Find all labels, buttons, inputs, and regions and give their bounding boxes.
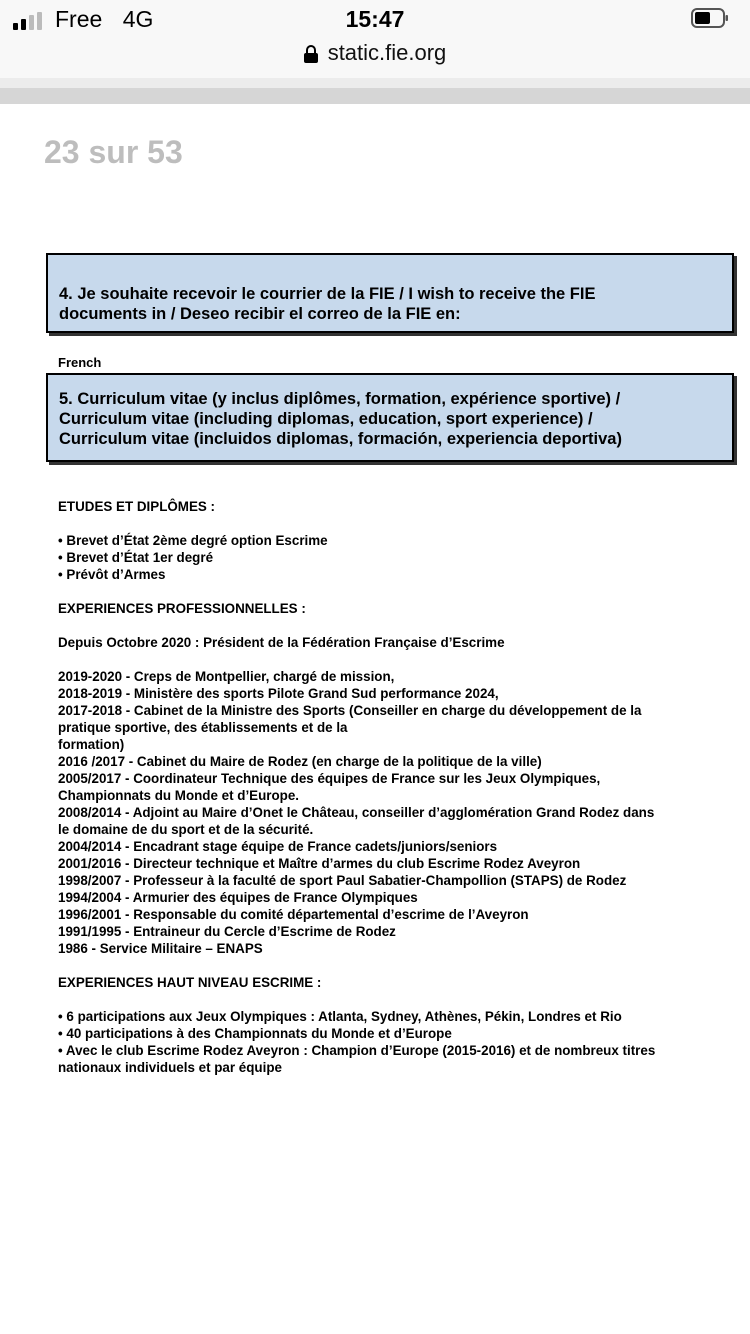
studies-heading: ETUDES ET DIPLÔMES : xyxy=(58,499,215,514)
pro-item: 2001/2016 - Directeur technique et Maître d’armes du club Escrime Rodez Aveyron xyxy=(58,856,581,871)
pro-item: 2008/2014 - Adjoint au Maire d’Onet le Château, conseiller d’agglomération Grand Rodez dans xyxy=(58,805,655,820)
toolbar-strip xyxy=(0,88,750,104)
lock-icon xyxy=(304,45,318,63)
battery-icon xyxy=(691,8,729,28)
section-5-line: 5. Curriculum vitae (y inclus diplômes, formation, expérience sportive) / xyxy=(59,390,621,408)
high-level-item: nationaux individuels et par équipe xyxy=(58,1060,282,1075)
language-value: French xyxy=(58,355,102,370)
section-4-line: 4. Je souhaite recevoir le courrier de la FIE / I wish to receive the FIE xyxy=(59,285,596,303)
pro-item: 1998/2007 - Professeur à la faculté de sport Paul Sabatier-Champollion (STAPS) de Rodez xyxy=(58,873,627,888)
pro-item: formation) xyxy=(58,737,125,752)
section-4-title xyxy=(59,284,720,324)
pro-item: 2004/2014 - Encadrant stage équipe de France cadets/juniors/seniors xyxy=(58,839,498,854)
high-level-item: • 40 participations à des Championnats du Monde et d’Europe xyxy=(58,1026,452,1041)
pro-item: 2017-2018 - Cabinet de la Ministre des Sports (Conseiller en charge du développement de la xyxy=(58,703,642,718)
section-4-box xyxy=(46,253,734,333)
high-level-heading: EXPERIENCES HAUT NIVEAU ESCRIME : xyxy=(58,975,322,990)
url-text: static.fie.org xyxy=(327,40,447,65)
page-indicator: 23 sur 53 xyxy=(44,134,183,170)
cv-content xyxy=(58,498,723,1076)
high-level-item: • Avec le club Escrime Rodez Aveyron : Champion d’Europe (2015-2016) et de nombreux titres xyxy=(58,1043,656,1058)
pro-item: 2016 /2017 - Cabinet du Maire de Rodez (en charge de la politique de la ville) xyxy=(58,754,542,769)
pro-item: 1991/1995 - Entraineur du Cercle d’Escrime de Rodez xyxy=(58,924,396,939)
spacer xyxy=(58,617,723,634)
section-5-line: Curriculum vitae (incluidos diplomas, formación, experiencia deportiva) xyxy=(59,430,622,448)
spacer xyxy=(58,991,723,1008)
carrier-name: Free xyxy=(55,6,103,32)
section-5-box xyxy=(46,373,734,462)
address-bar[interactable] xyxy=(0,40,750,66)
pro-heading: EXPERIENCES PROFESSIONNELLES : xyxy=(58,601,306,616)
pro-item: pratique sportive, des établissements et de la xyxy=(58,720,348,735)
pro-item: 1996/2001 - Responsable du comité départemental d’escrime de l’Aveyron xyxy=(58,907,529,922)
status-time: 15:47 xyxy=(345,6,405,32)
toolbar-divider xyxy=(0,78,750,88)
study-item: • Prévôt d’Armes xyxy=(58,567,166,582)
pro-item: le domaine de du sport et de la sécurité. xyxy=(58,822,314,837)
pro-item: 1994/2004 - Armurier des équipes de France Olympiques xyxy=(58,890,418,905)
study-item: • Brevet d’État 1er degré xyxy=(58,550,214,565)
section-5-title xyxy=(59,389,720,449)
section-4-line: documents in / Deseo recibir el correo de la FIE en: xyxy=(59,305,461,323)
spacer xyxy=(58,957,723,974)
pro-item: 2019-2020 - Creps de Montpellier, chargé de mission, xyxy=(58,669,395,684)
spacer xyxy=(58,651,723,668)
high-level-item: • 6 participations aux Jeux Olympiques : Atlanta, Sydney, Athènes, Pékin, Londres et Rio xyxy=(58,1009,622,1024)
pro-item: 1986 - Service Militaire – ENAPS xyxy=(58,941,263,956)
section-5-line: Curriculum vitae (including diplomas, education, sport experience) / xyxy=(59,410,593,428)
study-item: • Brevet d’État 2ème degré option Escrime xyxy=(58,533,328,548)
status-bar xyxy=(0,0,750,78)
pro-current: Depuis Octobre 2020 : Président de la Fédération Française d’Escrime xyxy=(58,635,505,650)
spacer xyxy=(58,583,723,600)
pro-item: Championnats du Monde et d’Europe. xyxy=(58,788,300,803)
network-type: 4G xyxy=(122,6,154,32)
pro-item: 2005/2017 - Coordinateur Technique des équipes de France sur les Jeux Olympiques, xyxy=(58,771,601,786)
spacer xyxy=(58,515,723,532)
pro-item: 2018-2019 - Ministère des sports Pilote Grand Sud performance 2024, xyxy=(58,686,499,701)
